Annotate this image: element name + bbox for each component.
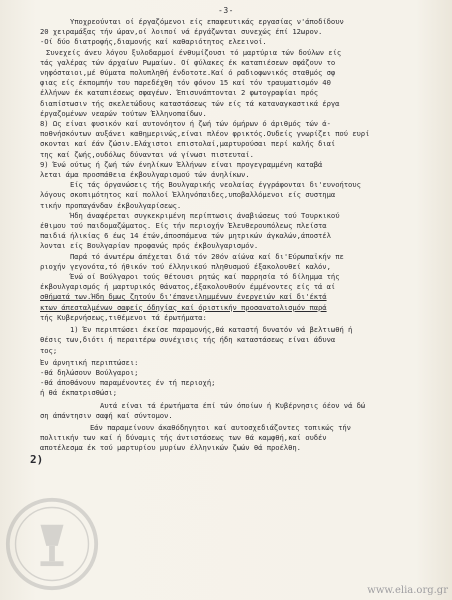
text-line: Υποχρεούνται οί έργαζόμενοι είς επαφευτικάς εργασίας ν'άποδίδουν [70, 17, 344, 26]
text-line: πολιτικήν των καί ή δύναμις τής άντιστάσεως των θά καμφθή,καί ουδέν [40, 433, 327, 443]
page-number: -3- [218, 6, 234, 15]
margin-handwritten-mark: 2) [30, 453, 44, 466]
text-line: σθήματά των.Ήδη δμως ζητούν δι'έπανειλημμένων ένεργειών καί δι'έκτά [40, 292, 327, 302]
archive-watermark: www.elia.org.gr [367, 585, 448, 596]
text-line: 8) Ως είναι φυσικόν καί αυτονόητον ή ζωή τών όμήρων ό άριθμός τών ά- [40, 119, 331, 129]
body-text [40, 17, 448, 454]
text-line: Παρά τό άνωτέρω άπέχεται διά τόν 20όν αίώνα καί δι'Εύρωπαϊκήν πε [70, 251, 344, 261]
text-line: της καί ζωής,ουδόλως δύνανται νά γίνωσι πιστευταί. [40, 149, 254, 159]
text-line: ση άπάντησιν σαφή καί σύντομον. [40, 410, 173, 420]
text-line: 1) Έν περιπτώσει έκείσε παραμονής,θά καταστή δυνατόν νά βελτιωθή ή [70, 325, 353, 335]
text-line: Εάν παραμείνουν άκαθόδηγητοι καί αυτοσχεδιάζοντες τοπικώς τήν [90, 422, 351, 432]
text-line: νηφόσταιοι,μέ θύματα πολυπληθή ένδοτοτε.Καί ό ραδιοφωνικός σταθμός σφ [40, 68, 336, 78]
text-line: σκονται καί έάν ζώσιν.Ελάχιστοι επιστολαί,μαρτυρούσαι περί καλής διαί [40, 139, 336, 149]
text-line: Αυτά είναι τά έρωτήματα έπί τών όποίων ή Κυβέρνησις όέον νά δώ [100, 400, 366, 410]
text-line: παιδιά ήλικίας 6 έως 14 έτών,άποσπάμενα τών μητρικών άγκαλών,άποστέλ [40, 231, 331, 241]
text-line: Ήδη άναφέρεται συγκεκριμένη περίπτωσις άναβιώσεως τού Τουρκικού [70, 210, 340, 220]
text-line: Συνεχείς άνευ λόγου ξυλοδαρμοί ένθυμίζουσι τό μαρτύρια τών δούλων είς [46, 47, 342, 57]
text-line: λονται είς Βουλγαρίαν προφανώς πρός έκβουλγαρισμόν. [40, 241, 259, 251]
text-line: αποτέλεσμα έκ τού μαρτυρίου μυρίων έλληνικών ζωών θά προέλθη. [40, 443, 301, 453]
text-line: τάς γαλέρας τών άρχαίων Ρωμαίων. Οί φύλακες έκ καταπιέσεων σφάζουν το [40, 57, 336, 67]
text-line: λεται άμα προσπάθεια έκβουλγαρισμού τών άνηλίκων. [40, 170, 250, 180]
text-line: διαπίστωσιν τής σκελετώδους καταστάσεως τών είς τά καταναγκαστικά έργα [40, 98, 340, 108]
text-line: ή θά έκπατρισθώσι; [40, 388, 117, 398]
text-line: έλλήνων έκ καταπιέσεως σφαγέων. Έπισυνάπτονται 2 φωτογραφίαι πρός [40, 88, 319, 98]
text-line: έθιμου τού παιδομαζώματος. Είς τήν περιοχήν Έλευθερουπόλεως πλείστα [40, 221, 327, 231]
text-line: 9) Ένώ ούτως ή ζωή τών ένηλίκων Έλλήνων είναι προγεγραμμένη καταβά [40, 159, 323, 169]
text-line: -θά άποθάνουν παραμένοντες έν τή περιοχή; [40, 378, 216, 388]
text-line: φιας είς έκπομπήν του παρεδέχθη τόν φόνον 15 καί τόν τραυματισμόν 40 [40, 78, 331, 88]
text-line: έκβουλγαρισμός ή μαρτυρικός θάνατος,έξακολουθούν έμμένοντες είς τά αί [40, 282, 336, 292]
text-line: ριοχήν γεγονότα,τό ήθικόν τού έλληνικού πληθυσμού έξακολουθεί καλόν, [40, 261, 331, 271]
text-line: κτων άπεσταλμένων σαφείς όδηγίας καί όριστικήν προσανατολισμόν παρά [40, 302, 327, 312]
text-line: ποθνήσκόντων αυξάνει καθημερινώς,είναι πλέον φρικτός.Ουδείς γνωρίζει πού ευρί [40, 129, 370, 139]
text-line: τικήν προπαγάνδαν έκβουλγαρίσεως. [40, 200, 182, 210]
text-line: 20 χειραμάξας τήν ώραν,οί λοιποί νά έργάζωνται συνεχώς έπί 12ωρον. [40, 27, 323, 37]
text-line: -θά δηλώσουν Βούλγαροι; [40, 367, 139, 377]
archive-stamp-icon [4, 496, 100, 592]
text-line: λόγους σκοπιμότητος καί πολλοί Έλληνόπαιδες,υποβαλλόμενοι είς συστημα [40, 190, 336, 200]
text-line: Είς τάς όργανώσεις τής Βουλγαρικής νεολαίας έγγράφονται δι'ευνοήτους [70, 180, 361, 190]
text-line: τος; [40, 345, 58, 355]
text-line: -Οί δύο διατροφής,διαμονής καί καθαριότητος ελεεινοί. [40, 37, 267, 47]
text-line: Έν άρνητική περιπτώσει: [40, 357, 139, 367]
text-line: έργαζομένων νεαρών τούτων Έλληνοπαίδων. [40, 108, 207, 118]
text-line: Ένώ οί Βούλγαροι τούς θέτουσι ρητώς καί παρρησία τό δίλημμα τής [70, 272, 340, 282]
text-line: τής Κυβερνήσεως,τιθέμενοι τά έρωτήματα: [40, 312, 207, 322]
text-line: θέσις των,διότι ή περαιτέρω συνέχισις τής ήδη καταστάσεως είναι άδυνα [40, 335, 336, 345]
